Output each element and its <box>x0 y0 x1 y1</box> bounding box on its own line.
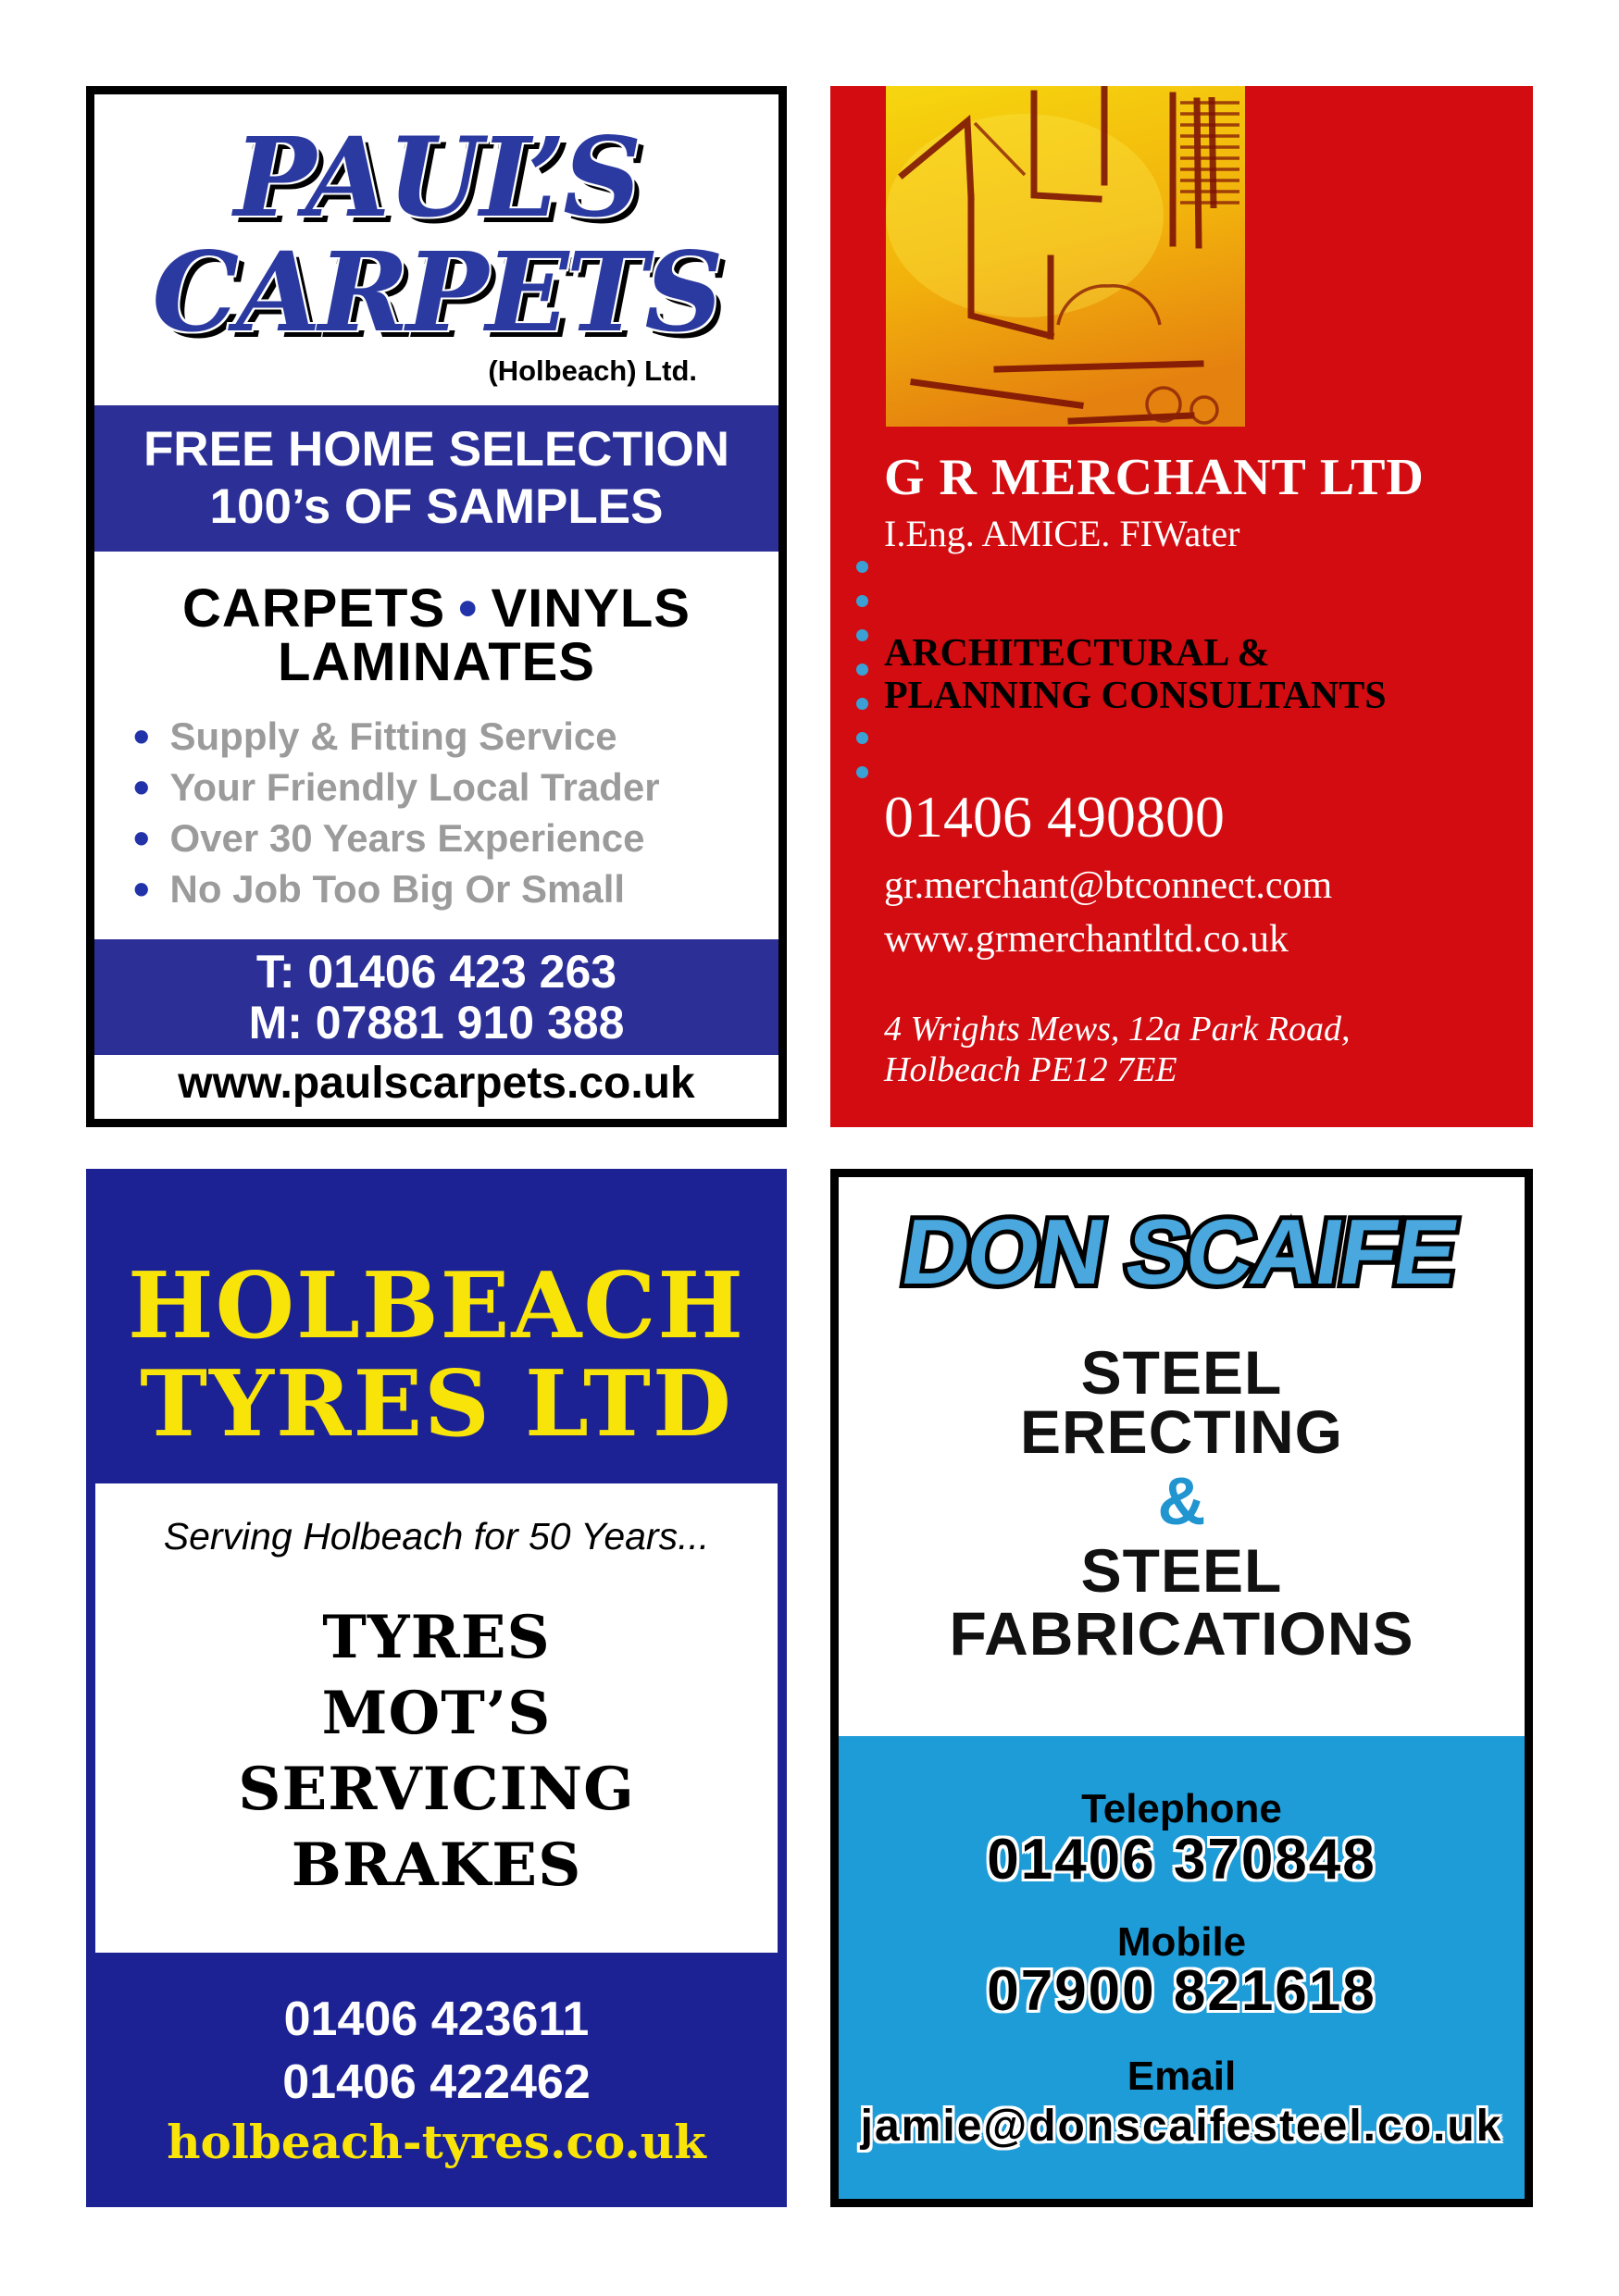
blue-dot-icon <box>856 698 868 710</box>
pauls-banner-line1: FREE HOME SELECTION <box>143 422 730 477</box>
don-service-line1: STEEL <box>1080 1338 1283 1407</box>
list-item <box>133 711 660 762</box>
merchant-phone: 01406 490800 <box>884 784 1225 850</box>
list-item <box>133 762 660 813</box>
feature-text: Over 30 Years Experience <box>169 815 645 860</box>
merchant-address <box>884 1009 1514 1090</box>
don-scaife-logo <box>839 1187 1525 1317</box>
holbeach-service-tyres: TYRES <box>322 1603 551 1672</box>
pauls-carpets-logo <box>94 113 778 356</box>
pauls-banner-line2: 100’s OF SAMPLES <box>209 479 664 534</box>
bullet-icon: • <box>133 812 150 864</box>
don-telephone: 01406 370848 <box>987 1828 1376 1892</box>
blue-dot-column <box>856 561 868 778</box>
blue-dot-icon <box>856 629 868 641</box>
don-email: jamie@donscaifesteel.co.uk <box>860 2102 1503 2151</box>
holbeach-phone2: 01406 422462 <box>282 2055 591 2109</box>
pauls-products-line2: LAMINATES <box>277 632 595 692</box>
holbeach-service-mots: MOT’S <box>321 1679 552 1748</box>
merchant-services <box>884 632 1514 717</box>
pauls-logo-line2: CARPETS <box>152 228 721 356</box>
ampersand: & <box>1157 1465 1206 1539</box>
list-item <box>133 813 660 863</box>
blue-dot-icon <box>856 664 868 676</box>
pauls-products-line1 <box>94 578 778 639</box>
holbeach-service-servicing: SERVICING <box>238 1755 635 1824</box>
mobile-label: Mobile <box>1116 1919 1247 1965</box>
blue-dot-icon <box>856 766 868 778</box>
pauls-product-vinyls: VINYLS <box>491 578 691 639</box>
merchant-title: G R MERCHANT LTD <box>884 449 1425 506</box>
bullet-icon: • <box>133 761 150 813</box>
pauls-phone-banner <box>94 939 778 1055</box>
feature-text: No Job Too Big Or Small <box>169 866 626 911</box>
don-service-line3: STEEL <box>1080 1536 1283 1605</box>
don-scaife-logo-text: DON SCAIFE <box>894 1200 1464 1304</box>
holbeach-white-panel <box>95 1483 778 1953</box>
pauls-feature-list <box>133 711 660 914</box>
pauls-website: www.paulscarpets.co.uk <box>178 1059 695 1108</box>
pauls-mobile: M: 07881 910 388 <box>248 996 625 1049</box>
ad-pauls-carpets <box>86 86 787 1127</box>
pauls-telephone: T: 01406 423 263 <box>255 945 617 998</box>
blue-dot-icon <box>856 732 868 744</box>
don-service-line2: ERECTING <box>1019 1397 1344 1466</box>
holbeach-title-line2: TYRES LTD <box>140 1351 733 1458</box>
merchant-service-line2: PLANNING CONSULTANTS <box>884 675 1387 717</box>
pauls-logo-line1: PAUL’S <box>233 113 640 242</box>
merchant-address-line1: 4 Wrights Mews, 12a Park Road, <box>884 1010 1351 1049</box>
feature-text: Supply & Fitting Service <box>169 714 617 758</box>
pauls-offer-banner <box>94 405 778 552</box>
don-mobile: 07900 821618 <box>987 1959 1376 2023</box>
pauls-products <box>94 578 778 692</box>
merchant-qualifications: I.Eng. AMICE. FIWater <box>884 513 1240 554</box>
list-item <box>133 863 660 914</box>
ad-gr-merchant <box>830 86 1533 1127</box>
holbeach-phone1: 01406 423611 <box>283 1992 590 2046</box>
holbeach-tyres-title <box>86 1253 787 1458</box>
email-label: Email <box>1127 2054 1237 2099</box>
telephone-label: Telephone <box>1081 1786 1282 1831</box>
ad-holbeach-tyres <box>86 1169 787 2207</box>
holbeach-title-line1: HOLBEACH <box>127 1253 746 1359</box>
merchant-address-line2: Holbeach PE12 7EE <box>884 1050 1177 1089</box>
holbeach-phones <box>86 1988 787 2114</box>
ad-don-scaife <box>830 1169 1533 2207</box>
bullet-icon: • <box>133 863 150 915</box>
blue-dot-icon <box>856 595 868 607</box>
holbeach-services <box>95 1600 778 1904</box>
pauls-product-carpets: CARPETS <box>182 578 446 639</box>
pauls-logo-suffix: (Holbeach) Ltd. <box>488 354 697 387</box>
don-steel-erecting <box>839 1338 1525 1466</box>
holbeach-tagline: Serving Holbeach for 50 Years... <box>163 1515 710 1558</box>
bullet-icon: • <box>133 710 150 763</box>
holbeach-service-brakes: BRAKES <box>291 1831 582 1900</box>
floor-plan-image <box>886 86 1245 427</box>
merchant-service-line1: ARCHITECTURAL & <box>884 632 1270 675</box>
don-steel-fabrications <box>839 1536 1525 1668</box>
blue-dot-icon <box>856 561 868 573</box>
holbeach-website: holbeach-tyres.co.uk <box>167 2115 706 2169</box>
dot-separator-icon: • <box>458 578 479 639</box>
feature-text: Your Friendly Local Trader <box>169 764 660 809</box>
merchant-website: www.grmerchantltd.co.uk <box>884 918 1289 961</box>
don-service-line4: FABRICATIONS <box>949 1599 1414 1668</box>
merchant-email: gr.merchant@btconnect.com <box>884 864 1333 907</box>
